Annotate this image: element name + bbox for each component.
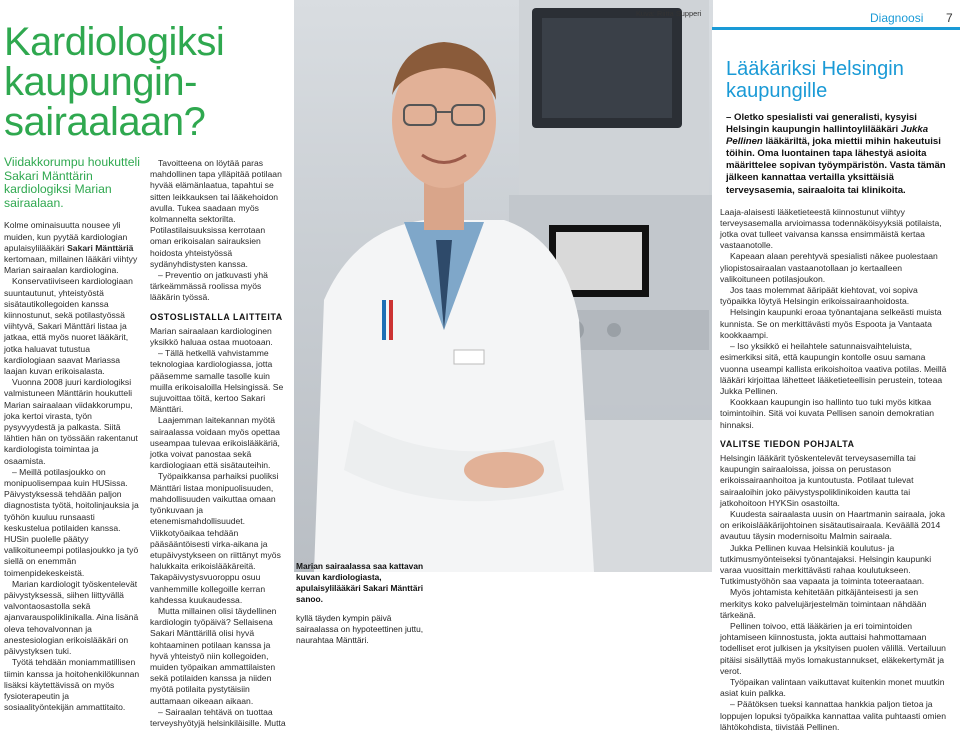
caption-text: kyllä täyden kympin päivä sairaalassa on hypoteettinen juttu, naurahtaa Mänttäri. xyxy=(296,613,424,645)
paragraph: Marian sairaalaan kardiologinen yksikkö haluaa ostaa muotoaan. xyxy=(150,325,273,348)
page-title: Kardiologiksi kaupungin-sairaalaan? xyxy=(4,20,225,144)
paragraph: – Tällä hetkellä vahvistamme teknologiaa kardiologiassa, jotta pääsemme samalle tasolle kuin muilla erikoisaloilla Helsingissä. Se sujuvoittaa töitä, kertoo Sakari Mänttäri. xyxy=(150,348,284,415)
sidebar-intro: – Oletko spesialisti vai generalisti, kysyisi Helsingin kaupungin hallintoylilääkäri Jukka Pellinen lääkäriltä, joka miettii mihin hakeutuisi töihin. Oma luontainen tapa lähestyä asioita määrittelee sopivan työympäristön. Vasta tämän jälkeen kannattaa vertailla yksittäisiä terveysasemia, sairaaloita tai klinikoita. xyxy=(726,112,946,196)
paragraph: – Iso yksikkö ei heilahtele satunnaisvaihteluista, esimerkiksi sitä, että kaupungin kontolle osuu samana vuonna useampi kallista erikoishoitoa vaativa potilas. Meillä lääkäri kirjoittaa lähetteet lääketieteellisin perustein, toteaa Jukka Pellinen. xyxy=(720,341,947,396)
sidebar-title: Lääkäriksi Helsingin kaupungille xyxy=(726,58,904,102)
paragraph: Tavoitteena on löytää paras mahdollinen tapa ylläpitää potilaan hyvää elämänlaatua, tapahtui se sitten leikkauksen tai lääkehoidon avulla. Tukea saadaan myös kolmannelta sektorilta. Potilastilaisuuksissa kerrotaan oman erikoisalan sairauksien hoidosta yhteistyössä sydänyhdistysten kanssa. xyxy=(150,158,282,269)
article-column-1 xyxy=(4,156,141,713)
page-number: 7 xyxy=(946,11,953,25)
paragraph: Helsingin kaupunki eroaa työnantajana selkeästi muista kunnista. Se on merkittävästi myös Espoota ja Vantaata kookkaampi. xyxy=(720,307,942,340)
paragraph: – Päätöksen tueksi kannattaa hankkia paljon tietoa ja loppujen lopuksi työpaikka kannattaa valita puhtaasti omien lähtökohdista, tiivistää Pellinen. xyxy=(720,699,946,732)
paragraph: Jos taas molemmat ääripäät kiehtovat, voi sopiva työpaikka löytyä Helsingin erikoissairaanhoidosta. xyxy=(720,285,918,307)
subheading: VALITSE TIEDON POHJALTA xyxy=(720,438,855,449)
paragraph: Helsingin lääkärit työskentelevät terveysasemilla tai kaupungin sairaaloissa, joissa on perustason erikoissairaanhoitoa ja kuntoutusta. Potilaat tulevat sairaaloihin joko päivystyspoliklinikoiden kautta tai jatkohoitoon HYKSin osastoilta. xyxy=(720,452,916,508)
paragraph: Mutta millainen olisi täydellinen kardiologin työpäivä? Sellaisena Sakari Mänttärillä olisi hyvä kohtaaminen potilaan kanssa ja hyvä yhteistyö niin kollegoiden, muiden työpaikan ammattilaisten sekä potilaiden kanssa ja niiden myötä potilaita pystytäisiin auttamaan oikeaan aikaan. xyxy=(150,605,277,706)
paragraph: Pellinen toivoo, että lääkärien ja eri toimintoiden johtamiseen kiinnostusta, jokta auttaisi hahmottamaan todelliset erot julkisen ja yksityisen puolen välillä. Vertailuun pitäisi sisällyttää myös lomakustannukset, eläkekertymät ja verot. xyxy=(720,620,946,676)
caption-bold: Marian sairaalassa saa kattavan kuvan kardiologiasta, apulaisylilääkäri Sakari Mänttäri sanoo. xyxy=(296,561,424,604)
paragraph: Kolme ominaisuutta nousee yli muiden, kun pyytää kardiologian apulaisylilääkäri Sakari Mänttäriä kertomaan, millainen lääkäri viihtyy Marian sairaalan kardiologina. xyxy=(4,220,138,276)
paragraph: Vuonna 2008 juuri kardiologiksi valmistuneen Mänttärin houkutteli Marian sairaalaan viidakkorumpu, joka kertoi virasta, työn pysyvyydestä ja palkasta. Siitä lähtien hän on työssään rakentanut kardiologista toimintaa ja osaamista. xyxy=(4,377,138,466)
paragraph: Työpaikan valintaan vaikuttavat kuitenkin monet muutkin asiat kuin palkka. xyxy=(720,676,945,699)
subheading: OSTOSLISTALLA LAITTEITA xyxy=(150,311,283,322)
sidebar-article xyxy=(712,27,960,732)
paragraph: Kuudesta sairaalasta uusin on Haartmanin sairaala, joka on erikoislääkärijohtoinen sisätautisairaala. Keväällä 2014 avautuu täysin modernisoitu Malmin sairaala. xyxy=(720,508,945,542)
paragraph: Työpaikkansa parhaiksi puoliksi Mänttäri listaa monipuolisuuden, mahdollisuuden vaikuttaa omaan työnkuvaan ja etenemismahdollisuudet. Viikkotyöaikaa tehdään pääsääntöisesti virka-aikana ja etupäivystykseen on riittänyt myös halukkaita erikoislääkäreitä. Takapäivystysvuoroppu osuu vanhemmille kollegoille kerran kahdessa kuukaudessa. xyxy=(150,471,281,605)
sidebar-body xyxy=(712,197,960,733)
paragraph: Myös johtamista kehitetään pitkäjänteisesti ja sen merkitys koko palvelujärjestelmän toimintaan nähdään tärkeänä. xyxy=(720,587,927,620)
photo-credit: Kuva: Riitta Supperi xyxy=(636,9,702,18)
paragraph: Kookkaan kaupungin iso hallinto tuo tuki myös kitkaa toimintoihin. Sitä voi kuvata Pellisen sanoin demokratian hinnaksi. xyxy=(720,397,935,430)
section-label: Diagnoosi xyxy=(870,11,924,25)
paragraph: Laaja-alaisesti lääketieteestä kiinnostunut viihtyy terveysasemalla arvioimassa todennäköisyyksiä potilaista, jotka ovat tulleet vaivansa kanssa ensimmäistä kertaa vastaanotolle. xyxy=(720,206,942,251)
paragraph: Konservatiiviseen kardiologiaan suuntautunut, yhteistyöstä sisätautikollegoiden kanssa kiinnostunut, sekä potilastyössä viihtyvä, Sakari Mänttäri listaa ja jatkaa, että myös nuoret lääkärit, jotka haluavat tutustua kardiologiaan saavat Mariassa laajan kuvan erikoisalasta. xyxy=(4,276,133,377)
doctor-photo xyxy=(294,0,713,572)
paragraph: Kapeaan alaan perehtyvä spesialisti näkee puolestaan yliopistosairaalan vastaanotollaan jo kertaalleen valikoituneen potilasjoukon. xyxy=(720,251,938,284)
photo-illustration xyxy=(294,0,713,572)
photo-caption xyxy=(296,561,428,646)
paragraph: Työtä tehdään moniammatillisen tiimin kanssa ja hoitohenkilökunnan lisäksi käytettävissä on myös fysioterapeutin ja sosiaalityöntekijän ammattitaito. xyxy=(4,657,140,713)
paragraph: Jukka Pellinen kuvaa Helsinkiä koulutus- ja tutkimusmyönteiseksi työnantajaksi. Helsingin kaupunki varaa vuosittain merkittävästi rahaa koulutukseen. Tutkimustyöhön saa vapaata ja toiminta toteeraataan. xyxy=(720,542,932,587)
paragraph: – Preventio on jatkuvasti yhä tärkeämmässä roolissa myös lääkärin työssä. xyxy=(150,270,268,303)
paragraph: – Sairaalan tehtävä on tuottaa terveyshyötyjä helsinkiläisille. Mutta xyxy=(150,706,286,728)
article-lead: Viidakkorumpu houkutteli Sakari Mänttärin kardiologiksi Marian sairaalaan. xyxy=(4,155,140,210)
paragraph: – Meillä potilasjoukko on monipuolisempaa kuin HUSissa. Päivystyksessä tehdään paljon diagnostista työtä, hoitolinjauksia ja työhön kuuluu runsaasti keskustelua potilaiden kanssa. HUSin puolelle päätyy valikoituneempi potilasjoukko ja työ siellä on enemmän toimenpidekeskeistä. xyxy=(4,466,139,578)
article-column-2 xyxy=(150,158,286,729)
paragraph: Laajemman laitekannan myötä sairaalassa voidaan myös opettaa useampaa tulevaa erikoislääkäriä, jotka voivat panostaa sekä kardiologiaan että sisätauteihin. xyxy=(150,415,280,471)
paragraph: Marian kardiologit työskentelevät päivystyksessä, siihen liittyvällä valvontaosastolla sekä ajanvarauspoliklinikalla. Aina lisänä oleva tehovalvonnan ja anestesiologian erikoislääkäri on päivystyksen tuki. xyxy=(4,578,139,657)
